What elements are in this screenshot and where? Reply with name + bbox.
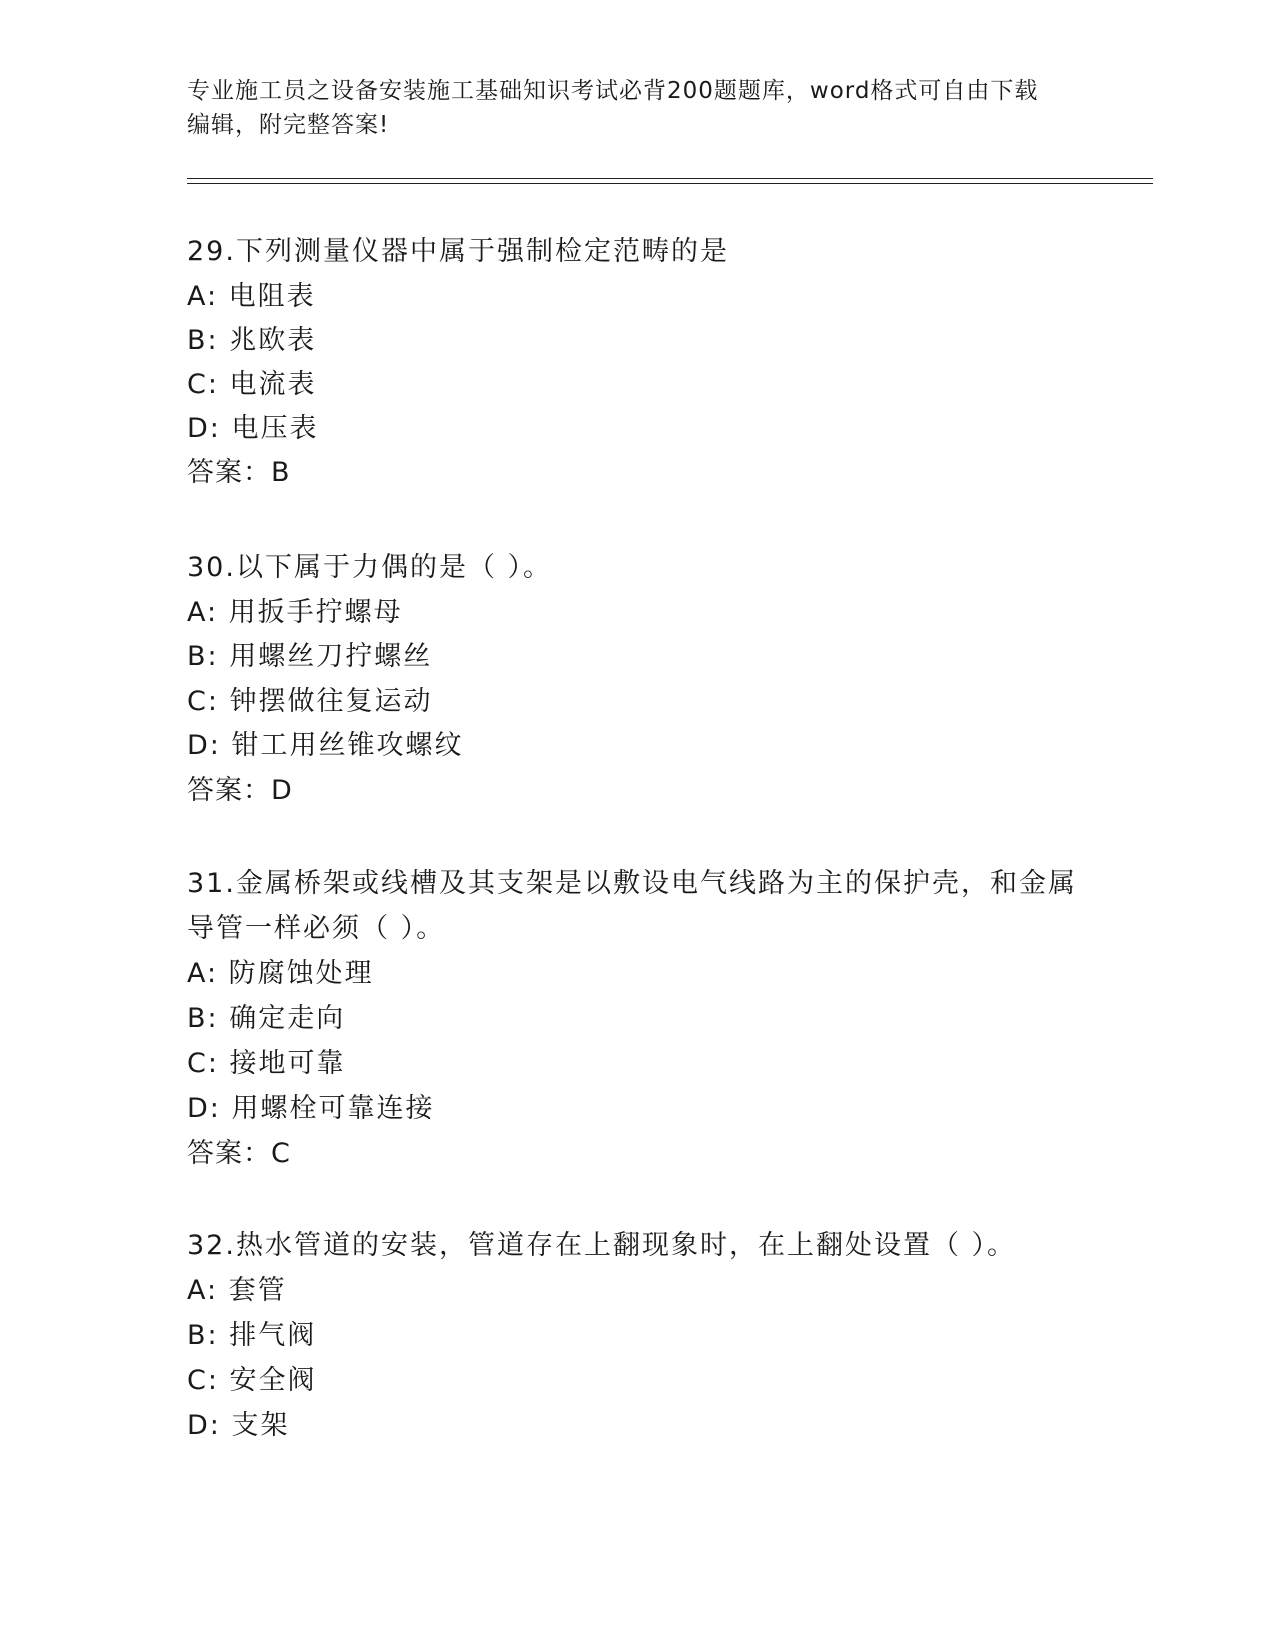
question-29-answer: 答案：B — [187, 457, 291, 488]
question-30-option-c: C: 钟摆做往复运动 — [187, 686, 433, 717]
question-29-option-b: B: 兆欧表 — [187, 325, 317, 356]
question-31-answer: 答案：C — [187, 1138, 291, 1169]
question-31-option-b: B: 确定走向 — [187, 1003, 346, 1034]
question-31-stem-line-2: 导管一样必须（ ）。 — [187, 913, 446, 944]
question-32-option-a: A: 套管 — [187, 1275, 287, 1306]
question-30-option-b: B: 用螺丝刀拧螺丝 — [187, 641, 433, 672]
question-31-option-d: D: 用螺栓可靠连接 — [187, 1093, 435, 1124]
question-32-option-d: D: 支架 — [187, 1410, 290, 1441]
header-line-1: 专业施工员之设备安装施工基础知识考试必背200题题库，word格式可自由下载 — [187, 78, 1039, 104]
question-31-stem-line-1: 31.金属桥架或线槽及其支架是以敷设电气线路为主的保护壳，和金属 — [187, 868, 1077, 899]
question-29-option-d: D: 电压表 — [187, 413, 319, 444]
question-32-stem: 32.热水管道的安装，管道存在上翻现象时，在上翻处设置（ ）。 — [187, 1230, 1017, 1261]
question-29-option-a: A: 电阻表 — [187, 281, 316, 312]
question-30-answer: 答案：D — [187, 775, 293, 806]
header-divider-top — [187, 178, 1153, 179]
question-31-option-a: A: 防腐蚀处理 — [187, 958, 374, 989]
header-divider-bottom — [187, 183, 1153, 184]
header-line-2: 编辑，附完整答案! — [187, 112, 390, 138]
question-30-option-d: D: 钳工用丝锥攻螺纹 — [187, 730, 464, 761]
question-30-stem: 30.以下属于力偶的是（ ）。 — [187, 552, 553, 583]
question-29-option-c: C: 电流表 — [187, 369, 317, 400]
question-30-option-a: A: 用扳手拧螺母 — [187, 597, 403, 628]
document-header — [187, 74, 1087, 142]
question-29-stem: 29.下列测量仪器中属于强制检定范畴的是 — [187, 236, 729, 267]
question-32-option-c: C: 安全阀 — [187, 1365, 317, 1396]
question-31-option-c: C: 接地可靠 — [187, 1048, 346, 1079]
question-32-option-b: B: 排气阀 — [187, 1320, 317, 1351]
